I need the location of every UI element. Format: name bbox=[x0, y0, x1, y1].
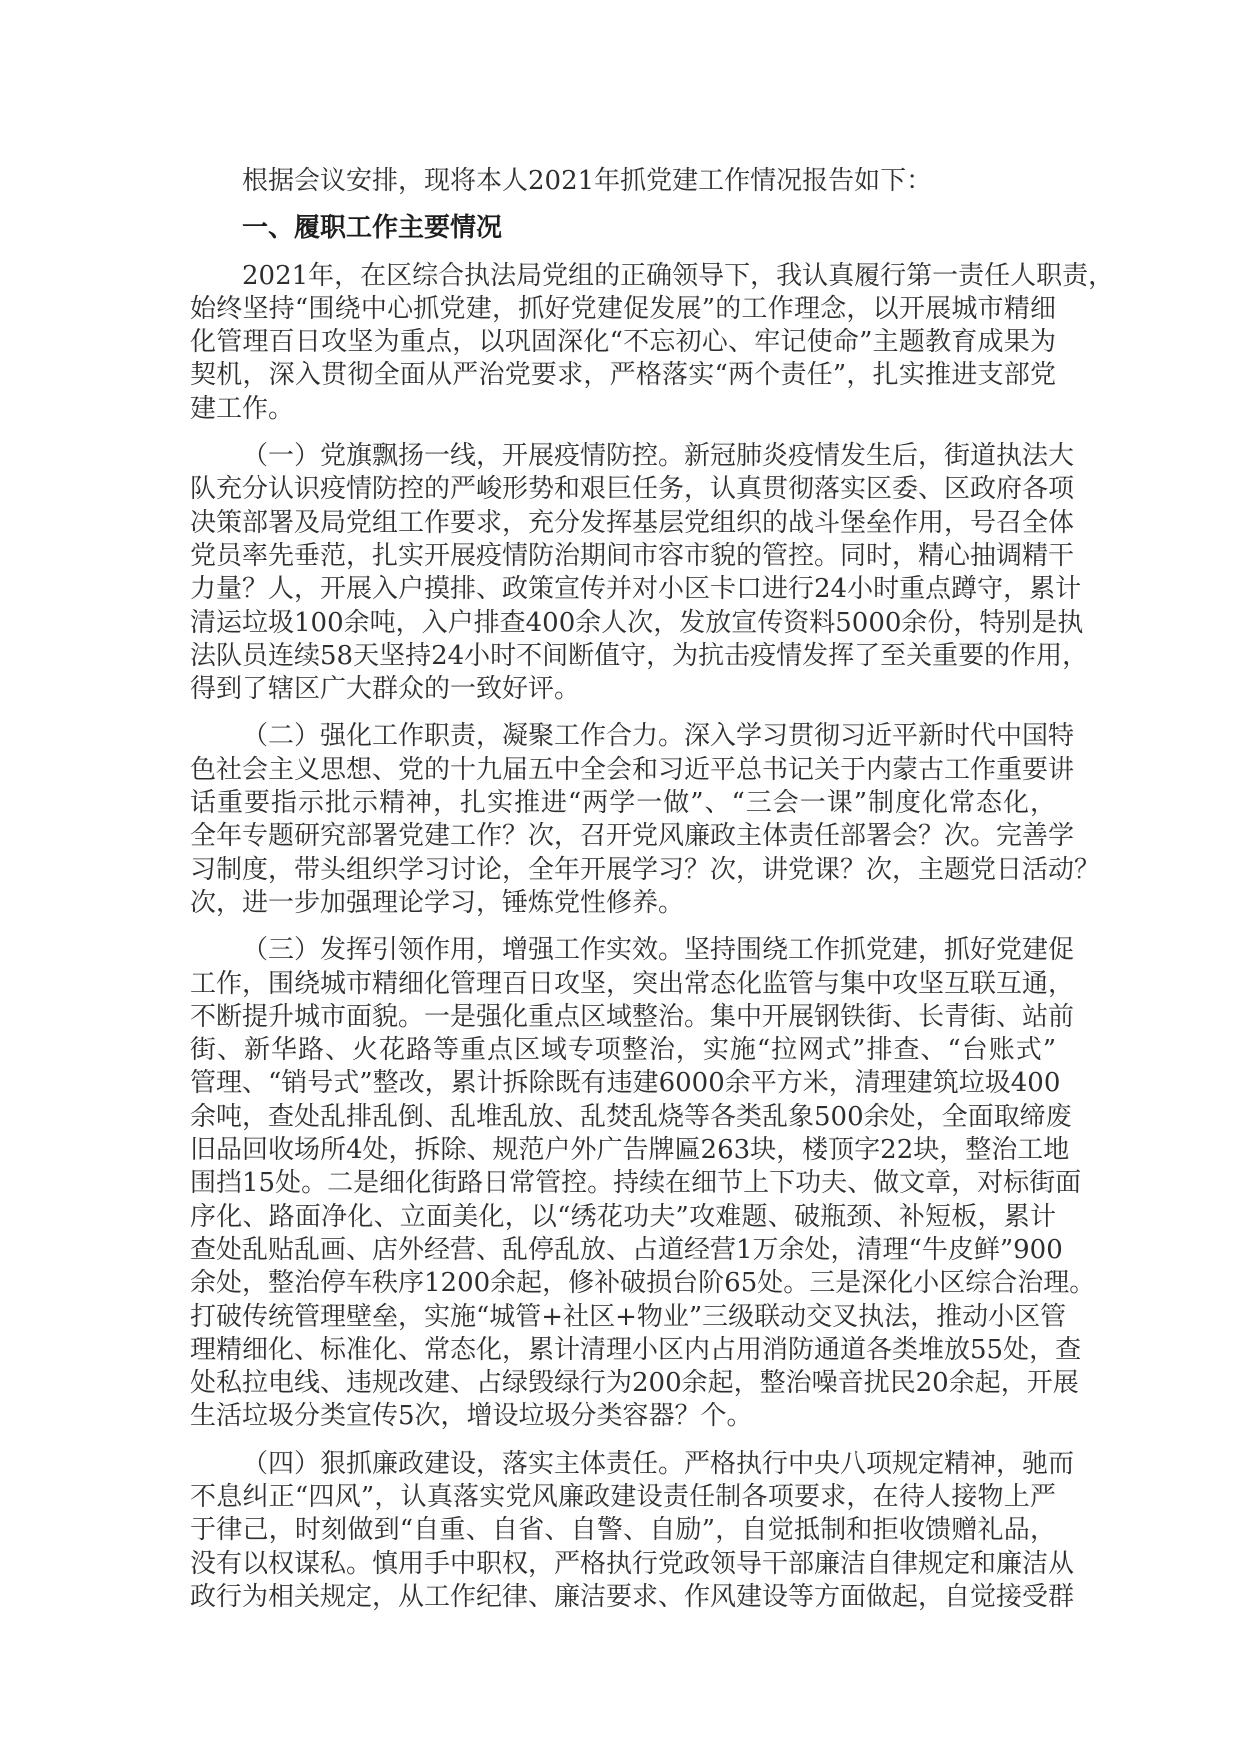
paragraph-line: 理精细化、标准化、常态化，累计清理小区内占用消防通道各类堆放55处，查 bbox=[190, 1334, 1082, 1365]
paragraph-line: 力量？人，开展入户摸排、政策宣传并对小区卡口进行24小时重点蹲守，累计 bbox=[190, 574, 1082, 605]
paragraph-line: 始终坚持“围绕中心抓党建，抓好党建促发展”的工作理念，以开展城市精细 bbox=[190, 293, 1056, 324]
paragraph-line: 全年专题研究部署党建工作？次，召开党风廉政主体责任部署会？次。完善学 bbox=[190, 821, 1075, 852]
paragraph-line: （二）强化工作职责，凝聚工作合力。深入学习贯彻习近平新时代中国特 bbox=[242, 721, 1075, 752]
intro-line: 根据会议安排，现将本人2021年抓党建工作情况报告如下： bbox=[242, 166, 933, 196]
paragraph-line: 不息纠正“四风”，认真落实党风廉政建设责任制各项要求，在待人接物上严 bbox=[190, 1481, 1056, 1512]
paragraph-line: 契机，深入贯彻全面从严治党要求，严格落实“两个责任”，扎实推进支部党 bbox=[190, 360, 1056, 391]
body-paragraph bbox=[190, 934, 1096, 1433]
paragraph-line: 街、新华路、火花路等重点区域专项整治，实施“拉网式”排查、“台账式” bbox=[190, 1035, 1056, 1066]
paragraph-line: 旧品回收场所4处，拆除、规范户外广告牌匾263块，楼顶字22块，整治工地 bbox=[190, 1135, 1070, 1166]
paragraph-line: 工作，围绕城市精细化管理百日攻坚，突出常态化监管与集中攻坚互联互通， bbox=[190, 968, 1075, 999]
paragraph-line: 查处乱贴乱画、店外经营、乱停乱放、占道经营1万余处，清理“牛皮鲜”900 bbox=[190, 1234, 1063, 1265]
intro-paragraph bbox=[190, 165, 1056, 198]
paragraph-line: 建工作。 bbox=[190, 393, 295, 424]
paragraph-line: （四）狠抓廉政建设，落实主体责任。严格执行中央八项规定精神，驰而 bbox=[242, 1448, 1075, 1479]
section-heading bbox=[190, 212, 1056, 245]
paragraph-line: 于律己，时刻做到“自重、自省、自警、自励”，自觉抵制和拒收馈赠礼品， bbox=[190, 1515, 1056, 1546]
paragraph-line: （三）发挥引领作用，增强工作实效。坚持围绕工作抓党建，抓好党建促 bbox=[242, 935, 1075, 966]
paragraph-line: 清运垃圾100余吨，入户排查400余人次，发放宣传资料5000余份，特别是执 bbox=[190, 607, 1084, 638]
paragraph-line: 习制度，带头组织学习讨论，全年开展学习？次，讲党课？次，主题党日活动？ bbox=[190, 854, 1101, 885]
paragraph-line: 2021年，在区综合执法局党组的正确领导下，我认真履行第一责任人职责， bbox=[242, 260, 1115, 291]
paragraph-line: 次，进一步加强理论学习，锤炼党性修养。 bbox=[190, 887, 685, 918]
body-paragraph bbox=[190, 440, 1089, 706]
document-page bbox=[190, 165, 1115, 1628]
paragraph-line: 党员率先垂范，扎实开展疫情防治期间市容市貌的管控。同时，精心抽调精干 bbox=[190, 540, 1075, 571]
paragraph-line: 生活垃圾分类宣传5次，增设垃圾分类容器？个。 bbox=[190, 1401, 753, 1432]
paragraph-line: 处私拉电线、违规改建、占绿毁绿行为200余起，整治噪音扰民20余起，开展 bbox=[190, 1368, 1079, 1399]
paragraph-line: 化管理百日攻坚为重点，以巩固深化“不忘初心、牢记使命”主题教育成果为 bbox=[190, 327, 1056, 358]
paragraph-line: 队充分认识疫情防控的严峻形势和艰巨任务，认真贯彻落实区委、区政府各项 bbox=[190, 474, 1075, 505]
body-paragraph bbox=[190, 260, 1115, 426]
paragraph-line: 得到了辖区广大群众的一致好评。 bbox=[190, 674, 581, 705]
paragraph-line: 色社会主义思想、党的十九届五中全会和习近平总书记关于内蒙古工作重要讲 bbox=[190, 754, 1075, 785]
body-paragraph bbox=[190, 1448, 1075, 1614]
paragraph-line: （一）党旗飘扬一线，开展疫情防控。新冠肺炎疫情发生后，街道执法大 bbox=[242, 441, 1075, 472]
paragraph-line: 管理、“销号式”整改，累计拆除既有违建6000余平方米，清理建筑垃圾400 bbox=[190, 1068, 1061, 1099]
body-paragraphs bbox=[190, 260, 1115, 1615]
paragraph-line: 决策部署及局党组工作要求，充分发挥基层党组织的战斗堡垒作用，号召全体 bbox=[190, 507, 1075, 538]
paragraph-line: 没有以权谋私。慎用手中职权，严格执行党政领导干部廉洁自律规定和廉洁从 bbox=[190, 1548, 1075, 1579]
paragraph-line: 不断提升城市面貌。一是强化重点区域整治。集中开展钢铁街、长青街、站前 bbox=[190, 1001, 1075, 1032]
paragraph-line: 政行为相关规定，从工作纪律、廉洁要求、作风建设等方面做起，自觉接受群 bbox=[190, 1581, 1075, 1612]
paragraph-line: 话重要指示批示精神，扎实推进“两学一做”、“三会一课”制度化常态化， bbox=[190, 788, 1056, 819]
section-heading-text: 一、履职工作主要情况 bbox=[242, 213, 503, 244]
paragraph-line: 打破传统管理壁垒，实施“城管+社区+物业”三级联动交叉执法，推动小区管 bbox=[190, 1301, 1067, 1332]
paragraph-line: 余处，整治停车秩序1200余起，修补破损台阶65处。三是深化小区综合治理。 bbox=[190, 1268, 1096, 1299]
paragraph-line: 法队员连续58天坚持24小时不间断值守，为抗击疫情发挥了至关重要的作用， bbox=[190, 640, 1089, 671]
paragraph-line: 序化、路面净化、立面美化，以“绣花功夫”攻难题、破瓶颈、补短板，累计 bbox=[190, 1201, 1056, 1232]
paragraph-line: 围挡15处。二是细化街路日常管控。持续在细节上下功夫、做文章，对标街面 bbox=[190, 1168, 1082, 1199]
paragraph-line: 余吨，查处乱排乱倒、乱堆乱放、乱焚乱烧等各类乱象500余处，全面取缔废 bbox=[190, 1101, 1072, 1132]
body-paragraph bbox=[190, 720, 1101, 920]
